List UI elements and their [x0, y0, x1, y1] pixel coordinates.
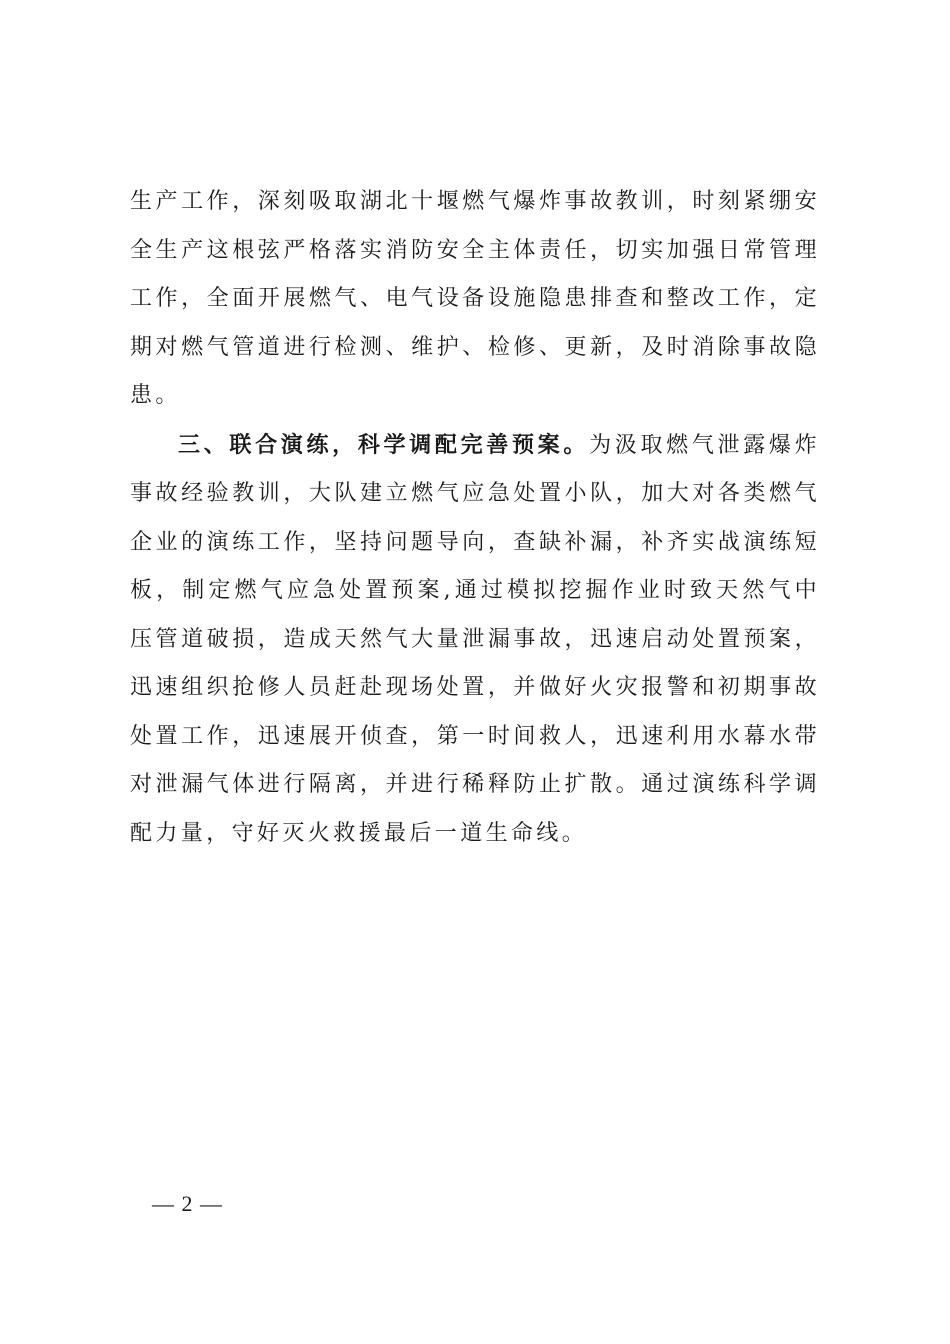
document-body: [130, 178, 820, 858]
page-number: — 2 —: [152, 1191, 223, 1216]
paragraph-text: 生产工作，深刻吸取湖北十堰燃气爆炸事故教训，时刻紧绷安全生产这根弦严格落实消防安全主体责任，切实加强日常管理工作，全面开展燃气、电气设备设施隐患排查和整改工作，定期对燃气管道进行检测、维护、检修、更新，及时消除事故隐患。: [130, 189, 820, 408]
paragraph-continued: [130, 178, 820, 421]
paragraph-section-three: [130, 421, 820, 859]
section-heading: 三、联合演练，科学调配完善预案。: [178, 431, 590, 458]
paragraph-text: 为汲取燃气泄露爆炸事故经验教训，大队建立燃气应急处置小队，加大对各类燃气企业的演练工作，坚持问题导向，查缺补漏，补齐实战演练短板，制定燃气应急处置预案,通过模拟挖掘作业时致天然气中压管道破损，造成天然气大量泄漏事故，迅速启动处置预案，迅速组织抢修人员赶赴现场处置，并做好火灾报警和初期事故处置工作，迅速展开侦查，第一时间救人，迅速利用水幕水带对泄漏气体进行隔离，并进行稀释防止扩散。通过演练科学调配力量，守好灭火救援最后一道生命线。: [130, 432, 820, 846]
